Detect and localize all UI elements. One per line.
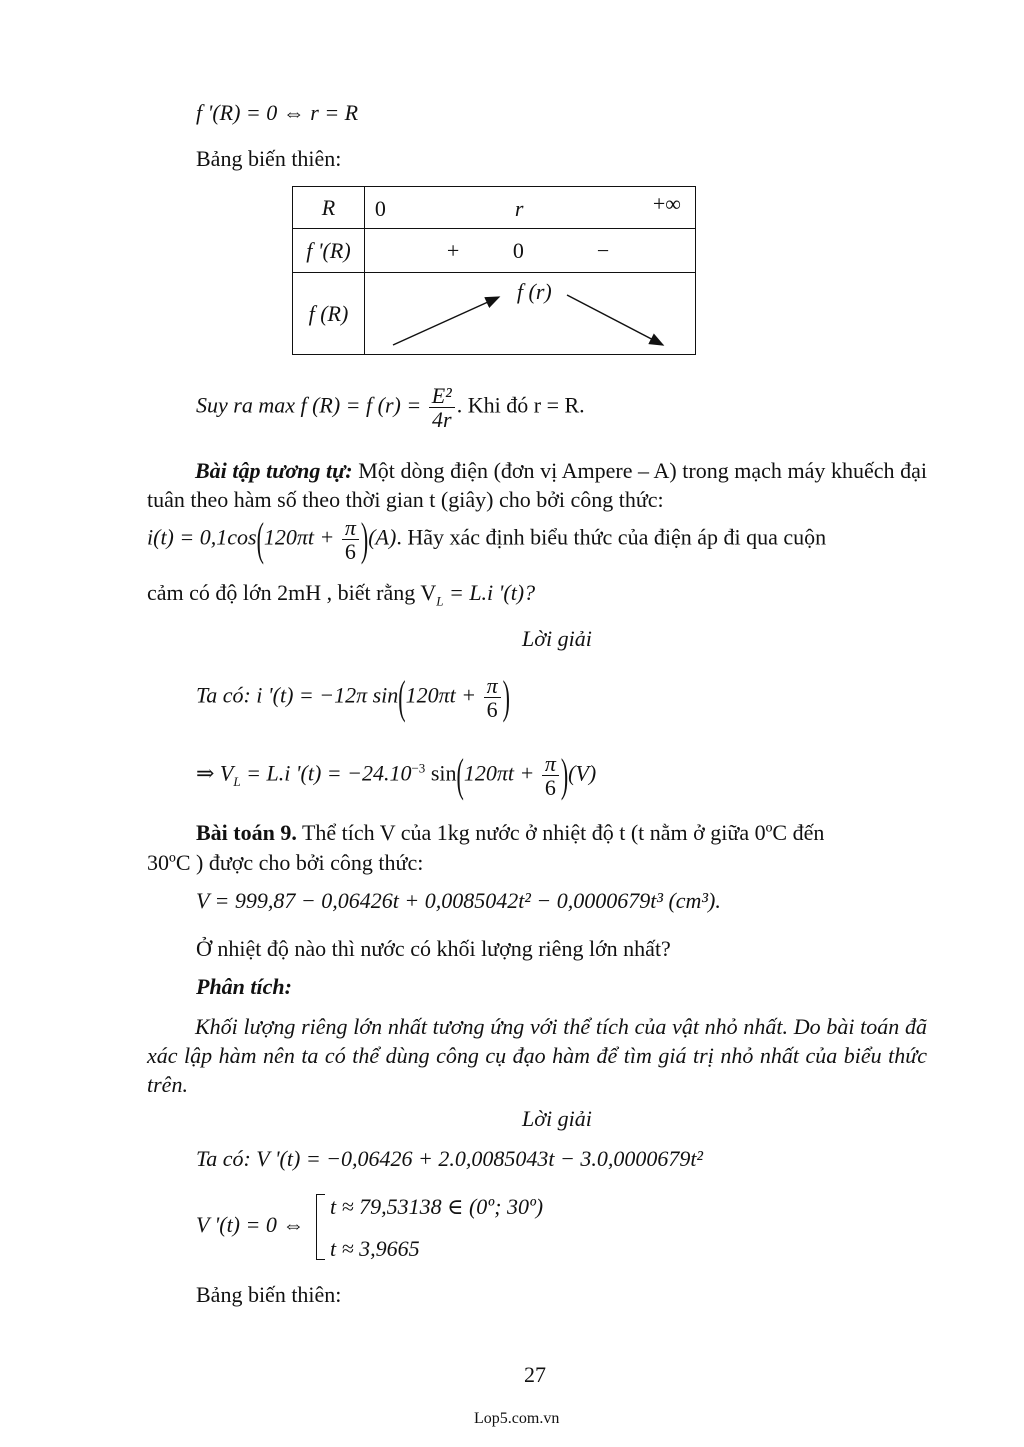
- increasing-arrow: [393, 297, 499, 345]
- voltage-mid: = L.i '(t) = −24.10: [240, 760, 412, 786]
- row-values-fprime: [364, 229, 695, 273]
- current-formula-line: i(t) = 0,1cos(120πt + $\frac{\pi}{6}$ )(A). Hãy xác định biểu thức của điện áp đi qua cuộn: [147, 512, 827, 565]
- voltage-inner: 120πt +: [463, 760, 540, 786]
- row-label-fprime: f '(R): [293, 229, 365, 273]
- pi-over-6-b: $\frac{\pi}{6}$: [484, 674, 501, 721]
- analysis-title: Phân tích:: [196, 974, 292, 999]
- voltage-unit: (V): [568, 760, 597, 786]
- inductor-formula: = L.i '(t)?: [443, 580, 536, 605]
- footer-site: Lop5.com.vn: [474, 1410, 560, 1427]
- sign-minus: −: [596, 238, 610, 263]
- max-value-label: f (r): [516, 279, 552, 304]
- voltage-exponent: −3: [411, 760, 426, 776]
- current-unit: (A): [368, 524, 397, 550]
- pi-over-6-c: $\frac{\pi}{6}$: [542, 752, 559, 799]
- problem-9-question: Ở nhiệt độ nào thì nước có khối lượng riêng lớn nhất?: [196, 936, 671, 961]
- derivative-current-line: Ta có: i '(t) = −12π sin(120πt + $\frac{\pi}{6}$ ): [196, 670, 510, 723]
- suy-ra-suffix: . Khi đó r = R.: [456, 392, 585, 418]
- case-bracket: [316, 1194, 325, 1260]
- suy-ra-line: [196, 384, 585, 431]
- root-case-2: t ≈ 3,9665: [330, 1236, 420, 1261]
- row-values-f: [364, 273, 695, 355]
- decreasing-arrow: [567, 295, 663, 345]
- page-number: 27: [524, 1362, 546, 1387]
- derivative-current-inner: 120πt +: [405, 682, 482, 708]
- current-formula-left: i(t) = 0,1cos: [147, 524, 257, 550]
- solution-heading-2: Lời giải: [522, 1106, 592, 1131]
- value-r: r: [514, 196, 524, 221]
- problem-9-line-2: 30ºC ) được cho bởi công thức:: [147, 850, 424, 875]
- exercise-text: Một dòng điện (đơn vị Ampere – A) trong mạch máy khuếch đại tuân theo hàm số theo thời gian t (giây) cho bởi công thức:: [147, 458, 927, 512]
- sign-plus: +: [446, 238, 460, 263]
- voltage-subscript: L: [233, 774, 241, 790]
- pi-over-6: $\frac{\pi}{6}$: [342, 516, 359, 563]
- problem-9-line-1: [196, 820, 824, 846]
- problem-9-title: Bài toán 9.: [196, 820, 297, 845]
- fraction-e2-4r: $\frac{\text{E²}}{4r}$: [429, 384, 455, 431]
- sign-zero: 0: [512, 238, 524, 263]
- analysis-text: Khối lượng riêng lớn nhất tương ứng với thể tích của vật nhỏ nhất. Do bài toán đã xác lập hàm nên ta có thể dùng công cụ đạo hàm để tìm giá trị nhỏ nhất của biểu thức trên.: [147, 1014, 927, 1097]
- derivative-volume-line: Ta có: V '(t) = −0,06426 + 2.0,0085043t − 3.0,0000679t²: [196, 1146, 704, 1171]
- row-values-R: [364, 187, 695, 229]
- voltage-prefix: ⇒ V: [196, 760, 234, 786]
- solution-heading-1: Lời giải: [522, 626, 592, 651]
- derivative-zero-volume: V '(t) = 0 ⇔: [196, 1212, 305, 1237]
- problem-9-text: Thể tích V của 1kg nước ở nhiệt độ t (t nằm ở giữa 0ºC đến: [296, 820, 825, 845]
- variation-arrows: [365, 273, 696, 355]
- inductor-text: cảm có độ lớn 2mH , biết rằng V: [147, 580, 437, 605]
- root-case-1: t ≈ 79,53138 ∈ (0º; 30º): [330, 1194, 544, 1219]
- variation-table-heading: Bảng biến thiên:: [196, 146, 342, 171]
- row-label-R: R: [293, 187, 365, 229]
- row-label-f: f (R): [293, 273, 365, 355]
- value-infinity: +∞: [652, 191, 681, 216]
- derivative-zero-line: f '(R) = 0 ⇔ r = R: [196, 100, 359, 125]
- exercise-title: Bài tập tương tự:: [195, 458, 353, 483]
- current-formula-inner: 120πt +: [263, 524, 340, 550]
- derivative-current-prefix: Ta có: i '(t) = −12π sin: [196, 682, 399, 708]
- voltage-sin: sin: [425, 760, 457, 786]
- exercise-paragraph: [147, 456, 927, 514]
- variation-table: [292, 186, 696, 355]
- value-zero: 0: [374, 196, 386, 221]
- voltage-line: ⇒ $V_L = L.i$ '$(t) = -24.10^{-3}$ sin(120πt + $\frac{\pi}{6}$ )(V): [196, 748, 597, 801]
- vl-subscript: L: [436, 593, 444, 609]
- inductor-line: [147, 580, 535, 609]
- volume-formula: V = 999,87 − 0,06426t + 0,0085042t² − 0,0000679t³ (cm³).: [196, 888, 721, 913]
- suy-ra-prefix: Suy ra max f (R) = f (r) =: [196, 392, 427, 418]
- variation-table-heading-2: Bảng biến thiên:: [196, 1282, 342, 1307]
- current-question: . Hãy xác định biểu thức của điện áp đi qua cuộn: [396, 524, 827, 550]
